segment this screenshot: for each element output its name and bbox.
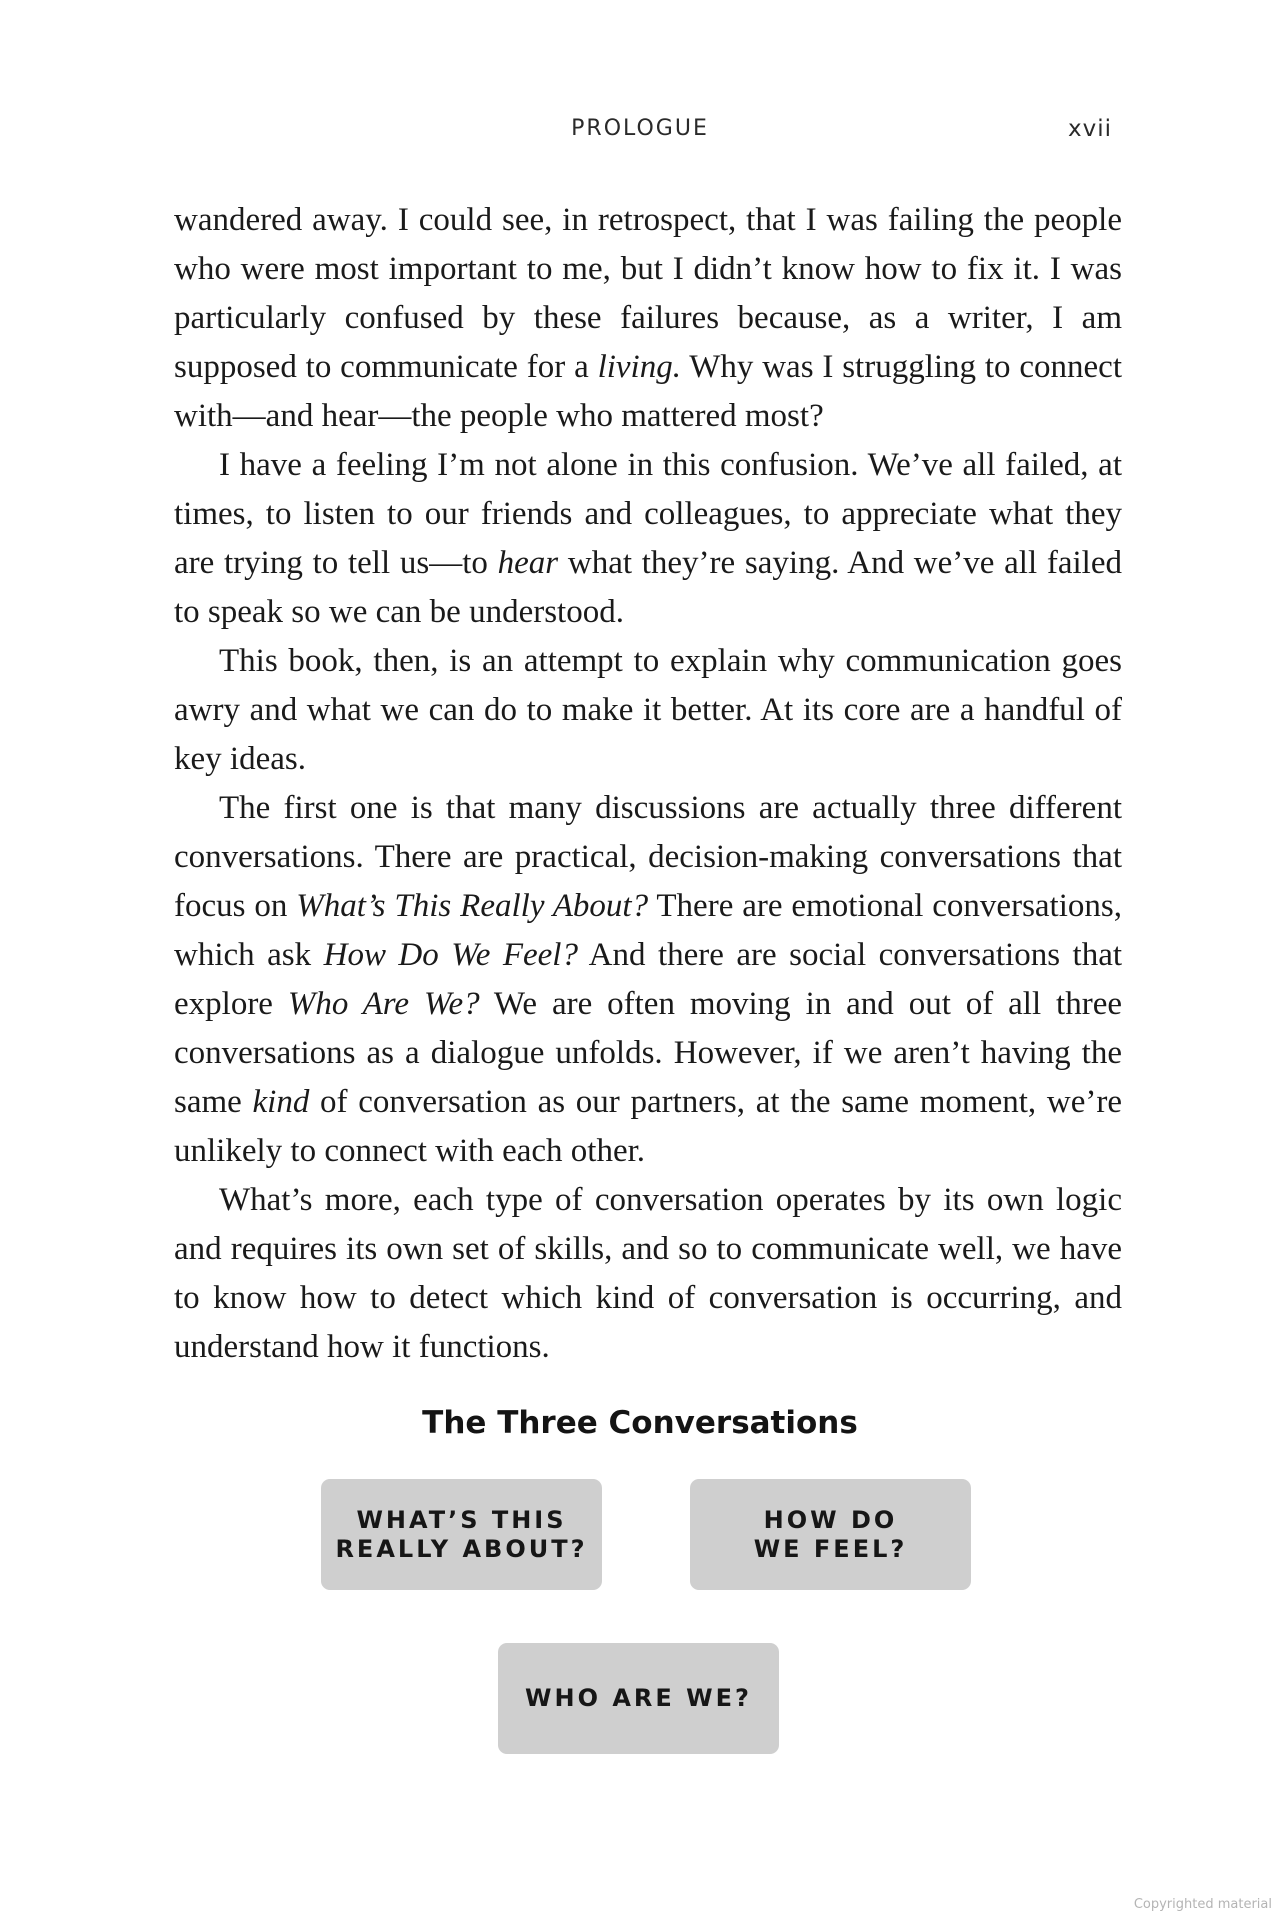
paragraph-1-emphasis: living. [597,349,681,385]
body-text [174,196,1122,1372]
paragraph-4 [174,784,1122,1176]
running-head [0,116,1280,156]
paragraph-2-emphasis: hear [497,545,559,581]
figure-title: The Three Conversations [422,1405,858,1441]
paragraph-1-text: wandered away. I could see, in retrospect, that I was failing the people who were most important to me, but I didn’t know how to fix it. I was particularly confused by these failures because, as a writer, I am supposed to communicate for a [174,202,1122,385]
paragraph-2-text-a: I have a feeling I’m not alone in this confusion. We’ve all failed, at times, to listen to our friends and colleagues, to appreciate what they are trying to tell us—to [174,447,1122,581]
paragraph-4-text-a: The first one is that many discussions are actually three different conversations. There are practical, decision-making conversations that focus on [174,790,1122,924]
paragraph-4-emphasis-1: What’s This Really About? [296,888,649,924]
running-title: PROLOGUE [571,116,709,141]
paragraph-1 [174,196,1122,441]
conversation-box-emotional: HOW DO WE FEEL? [690,1479,971,1590]
paragraph-4-text-c: And there are social conversations that explore [174,937,1123,1022]
paragraph-2 [174,441,1122,637]
paragraph-5: What’s more, each type of conversation operates by its own logic and requires its own set of skills, and so to communicate well, we have to know how to detect which kind of conversation is occurring, and understand how it functions. [174,1182,1122,1365]
paragraph-1-tail: Why was I struggling to connect with—and hear—the people who mattered most? [174,349,1122,434]
paragraph-4-text-e: of conversation as our partners, at the same moment, we’re unlikely to connect with each other. [174,1084,1122,1169]
paragraph-3: This book, then, is an attempt to explain why communication goes awry and what we can do to make it better. At its core are a handful of key ideas. [174,643,1122,777]
paragraph-4-emphasis-4: kind [252,1084,310,1120]
page-number: xvii [1067,116,1112,142]
paragraph-4-emphasis-2: How Do We Feel? [323,937,578,973]
paragraph-2-text-b: what they’re saying. And we’ve all failed to speak so we can be understood. [174,545,1122,630]
paragraph-4-emphasis-3: Who Are We? [287,986,480,1022]
copyright-watermark: Copyrighted material [1133,1897,1272,1912]
conversation-box-practical: WHAT’S THIS REALLY ABOUT? [321,1479,602,1590]
paragraph-4-text-d: We are often moving in and out of all three conversations as a dialogue unfolds. However, if we aren’t having the same [174,986,1122,1120]
conversation-box-social: WHO ARE WE? [498,1643,779,1754]
paragraph-4-text-b: There are emotional conversations, which ask [174,888,1122,973]
